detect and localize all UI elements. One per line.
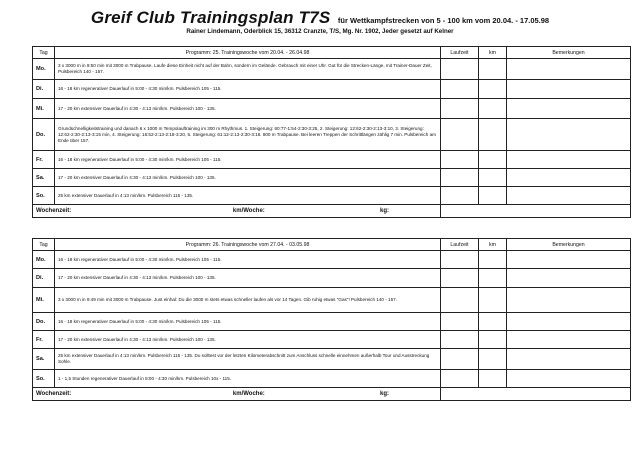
day-row: [33, 349, 631, 370]
day-row: [33, 251, 631, 269]
laufzeit-cell[interactable]: [441, 151, 479, 169]
laufzeit-cell[interactable]: [441, 251, 479, 269]
table-header-row: [33, 239, 631, 251]
bemerkungen-cell[interactable]: [507, 313, 631, 331]
laufzeit-cell[interactable]: [441, 80, 479, 99]
bemerkungen-cell[interactable]: [507, 99, 631, 119]
bemerkungen-cell[interactable]: [507, 269, 631, 288]
km-cell[interactable]: [479, 349, 507, 370]
bemerkungen-cell[interactable]: [507, 187, 631, 205]
day-program: 3 x 3000 m in 9:50 min mit 3000 m Trabpause. Laufe diese Einheit nicht auf der Bahn, sondern im Gelände. Gebrauch mit einer Uhr. Gut für die Strecken-Länge, mit Trainer-Dauer Zeit, Pulsbereich 140 - 157.: [55, 59, 441, 80]
km-cell[interactable]: [479, 251, 507, 269]
km-cell[interactable]: [479, 187, 507, 205]
bemerkungen-cell[interactable]: [507, 169, 631, 187]
km-cell[interactable]: [479, 313, 507, 331]
day-label: Mi.: [33, 99, 55, 119]
day-label: Sa.: [33, 349, 55, 370]
week-footer-row: [33, 205, 631, 218]
col-km: km: [479, 239, 507, 251]
day-label: Fr.: [33, 331, 55, 349]
day-label: So.: [33, 187, 55, 205]
day-label: Do.: [33, 313, 55, 331]
day-row: [33, 331, 631, 349]
col-bemerkungen: Bemerkungen: [507, 239, 631, 251]
day-row: [33, 169, 631, 187]
kg-label: kg:: [380, 208, 389, 214]
title-line: [0, 8, 640, 28]
laufzeit-cell[interactable]: [441, 288, 479, 313]
bemerkungen-cell[interactable]: [507, 119, 631, 151]
day-program: 17 - 20 km extensiver Dauerlauf in 4:30 - 4:13 min/km. Pulsbereich 100 - 135.: [55, 169, 441, 187]
bemerkungen-cell[interactable]: [507, 251, 631, 269]
day-row: [33, 119, 631, 151]
bemerkungen-cell[interactable]: [507, 59, 631, 80]
day-row: [33, 80, 631, 99]
km-cell[interactable]: [479, 370, 507, 388]
laufzeit-cell[interactable]: [441, 269, 479, 288]
week-heading: Programm: 25. Trainingswoche vom 20.04. - 26.04.98: [55, 47, 441, 59]
footer-kg-cell[interactable]: [380, 388, 631, 401]
laufzeit-cell[interactable]: [441, 99, 479, 119]
wochenzeit-label: Wochenzeit:: [36, 391, 72, 397]
col-laufzeit: Laufzeit: [441, 47, 479, 59]
col-tag: Tag: [33, 239, 55, 251]
day-program: 16 - 18 km regenerativer Dauerlauf in 5:00 - 4:30 min/km. Pulsbereich 105 - 115.: [55, 151, 441, 169]
week-table-25: [32, 46, 631, 218]
day-program: 16 - 18 km regenerativer Dauerlauf in 5:00 - 4:30 min/km. Pulsbereich 105 - 115.: [55, 80, 441, 99]
day-label: Mo.: [33, 251, 55, 269]
day-program: 25 km extensiver Dauerlauf in 4:13 min/km. Pulsbereich 115 - 135. Du solltest vor der letzten Kilometerabschnitt zum Anschluss schnelle einnehmen außerhalb Tour und Ausstreckung Sohle.: [55, 349, 441, 370]
day-row: [33, 151, 631, 169]
km-cell[interactable]: [479, 269, 507, 288]
day-row: [33, 59, 631, 80]
wochenzeit-label: Wochenzeit:: [36, 208, 72, 214]
table-header-row: [33, 47, 631, 59]
km-cell[interactable]: [479, 151, 507, 169]
km-cell[interactable]: [479, 169, 507, 187]
day-program: 25 km extensiver Dauerlauf in 4:13 min/km. Pulsbereich 115 - 135.: [55, 187, 441, 205]
document-header: [0, 8, 640, 35]
day-program: 17 - 20 km extensiver Dauerlauf in 4:30 - 4:13 min/km. Pulsbereich 100 - 135.: [55, 331, 441, 349]
day-program: Grundschnelligkeitstraining und danach 6 x 1000 m Tempolauftraining im 300 m Rhythmus. 1. Steigerung: 60:77-1:54-2:30-3:25, 2. Steigerung: 12:62-2:30-2:13-3:10, 3. Steigerung: 12:62-2:30-2:13-3:15 min, 4. Steigerung: 16:52-2:13-2:18-3:20, 5. Steigerung: 61:12-2:13-2:30-3:18. 800 m Trabpause. Bei leeren Treppen der Schrittlängen zählig 7 min. Pulsbereich am Ende über 157.: [55, 119, 441, 151]
day-row: [33, 313, 631, 331]
col-bemerkungen: Bemerkungen: [507, 47, 631, 59]
bemerkungen-cell[interactable]: [507, 151, 631, 169]
week-table-26: [32, 238, 631, 401]
col-tag: Tag: [33, 47, 55, 59]
km-cell[interactable]: [479, 80, 507, 99]
bemerkungen-cell[interactable]: [507, 80, 631, 99]
km-cell[interactable]: [479, 288, 507, 313]
day-row: [33, 269, 631, 288]
laufzeit-cell[interactable]: [441, 370, 479, 388]
day-label: Mo.: [33, 59, 55, 80]
day-program: 17 - 20 km extensiver Dauerlauf in 4:30 - 4:13 min/km. Pulsbereich 100 - 135.: [55, 269, 441, 288]
km-cell[interactable]: [479, 59, 507, 80]
day-label: So.: [33, 370, 55, 388]
laufzeit-cell[interactable]: [441, 331, 479, 349]
day-program: 1 - 1,5 Stunden regenerativer Dauerlauf in 5:00 - 4:30 min/km. Pulsbereich 10x - 115.: [55, 370, 441, 388]
laufzeit-cell[interactable]: [441, 349, 479, 370]
author-address: Rainer Lindemann, Oderblick 15, 36312 Cranzte, T/S, Mg. Nr. 1902, Jeder gesetzt auf Kelner: [186, 28, 454, 35]
col-km: km: [479, 47, 507, 59]
day-row: [33, 370, 631, 388]
day-label: Mi.: [33, 288, 55, 313]
day-row: [33, 288, 631, 313]
bemerkungen-cell[interactable]: [507, 288, 631, 313]
laufzeit-cell[interactable]: [441, 119, 479, 151]
kmwoche-label: km/Woche:: [232, 208, 265, 214]
laufzeit-cell[interactable]: [441, 169, 479, 187]
laufzeit-cell[interactable]: [441, 59, 479, 80]
km-cell[interactable]: [479, 119, 507, 151]
day-row: [33, 99, 631, 119]
col-laufzeit: Laufzeit: [441, 239, 479, 251]
day-label: Sa.: [33, 169, 55, 187]
km-cell[interactable]: [479, 99, 507, 119]
day-label: Di.: [33, 80, 55, 99]
bemerkungen-cell[interactable]: [507, 331, 631, 349]
laufzeit-cell[interactable]: [441, 313, 479, 331]
day-label: Di.: [33, 269, 55, 288]
laufzeit-cell[interactable]: [441, 187, 479, 205]
bemerkungen-cell[interactable]: [507, 370, 631, 388]
bemerkungen-cell[interactable]: [507, 349, 631, 370]
week-heading: Programm: 26. Trainingswoche vom 27.04. - 03.05.98: [55, 239, 441, 251]
document-title: Greif Club Trainingsplan T7S: [90, 8, 331, 27]
day-program: 16 - 18 km regenerativer Dauerlauf in 5:00 - 4:30 min/km. Pulsbereich 105 - 115.: [55, 251, 441, 269]
day-program: 16 - 18 km regenerativer Dauerlauf in 5:00 - 4:30 min/km. Pulsbereich 105 - 115.: [55, 313, 441, 331]
kmwoche-label: km/Woche:: [232, 391, 265, 397]
day-label: Fr.: [33, 151, 55, 169]
day-label: Do.: [33, 119, 55, 151]
document-subtitle: für Wettkampfstrecken von 5 - 100 km vom 20.04. - 17.05.98: [337, 16, 550, 25]
day-program: 17 - 20 km extensiver Dauerlauf in 4:30 - 4:13 min/km. Pulsbereich 100 - 135.: [55, 99, 441, 119]
km-cell[interactable]: [479, 331, 507, 349]
kg-label: kg:: [380, 391, 389, 397]
day-row: [33, 187, 631, 205]
day-program: 3 x 3000 m in 9:49 min mit 3000 m Trabpause. Just einhal: Du die 3000 m stets etwas schneller laufen als vor 14 Tagen. Gib ruhig etwas "Gas"! Pulsbereich 140 - 157.: [55, 288, 441, 313]
footer-kg-cell[interactable]: [380, 205, 631, 218]
week-footer-row: [33, 388, 631, 401]
